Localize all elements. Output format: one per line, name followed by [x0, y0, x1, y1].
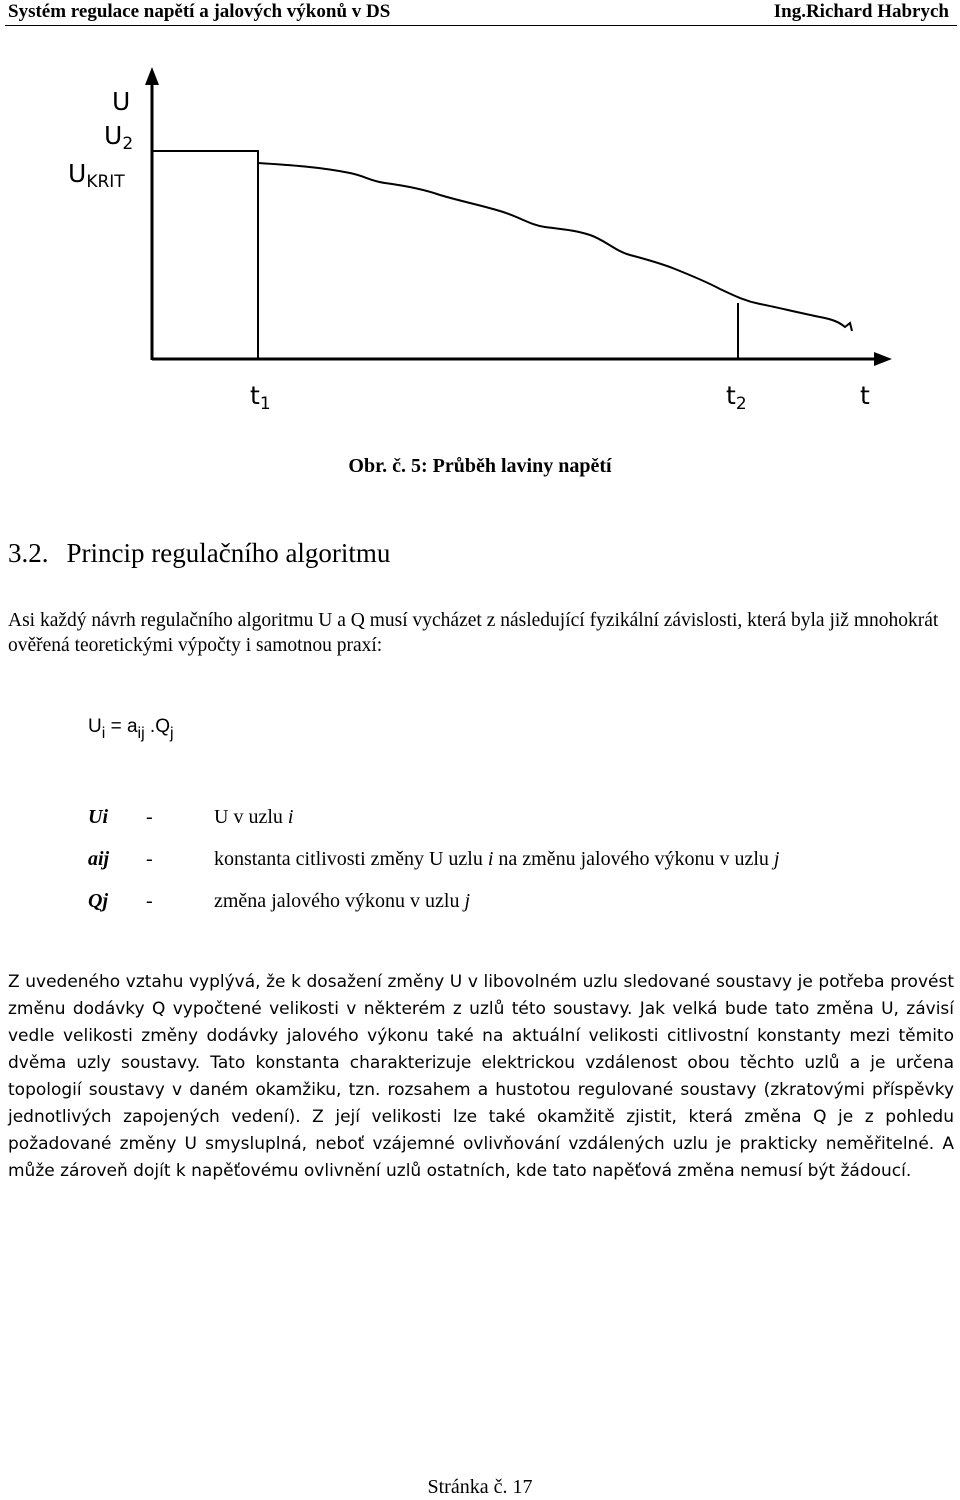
intro-paragraph [8, 608, 954, 658]
author-name: Ing.Richard Habrych [773, 1, 949, 22]
x-axis-arrow [874, 352, 892, 366]
definition-text: konstanta citlivosti změny U uzlu i na změnu jalového výkonu v uzlu j [214, 848, 780, 870]
definition-symbol: Ui [88, 806, 108, 828]
sensitivity-formula: $U_i = a_{ij}$ $.Q_j$ [88, 716, 174, 742]
u2-label: $U_2$ [104, 121, 134, 154]
t2-label: $t_2$ [726, 381, 747, 414]
page-number: Stránka č. 17 [427, 1476, 533, 1498]
intro-text: Asi každý návrh regulačního algoritmu U a Q musí vycházet z následující fyzikální závislosti, která byla již mnohokrát ověřená teoretickými výpočty i samotnou praxí: [8, 610, 939, 656]
y-axis-arrow [145, 67, 159, 85]
section-number: 3.2. [8, 538, 49, 568]
voltage-graph [0, 55, 960, 425]
section-title: Princip regulačního algoritmu [66, 538, 391, 568]
definition-text: U v uzlu i [214, 806, 294, 828]
voltage-avalanche-figure [0, 55, 960, 425]
ukrit-label: $U_{KRIT}$ [68, 159, 125, 192]
definition-symbol: aij [88, 848, 110, 870]
definition-symbol: Qj [88, 890, 108, 912]
figure-caption: Obr. č. 5: Průběh laviny napětí [348, 455, 612, 477]
page-header [0, 0, 960, 28]
definitions-list [88, 806, 948, 932]
definition-dash: - [146, 806, 153, 828]
t-axis-label: t [860, 381, 870, 410]
definition-row [88, 848, 948, 890]
body-paragraph [8, 969, 954, 1185]
section-heading [8, 538, 390, 569]
t1-label: $t_1$ [250, 381, 271, 414]
header-divider [5, 25, 957, 26]
definition-row [88, 890, 948, 932]
definition-dash: - [146, 890, 153, 912]
body-text: Z uvedeného vztahu vyplývá, že k dosažení změny U v libovolném uzlu sledované soustavy je potřeba provést změnu dodávky Q vypočtené velikosti v některém z uzlů této soustavy. Jak velká bude tato změna U, závisí vedle velikosti změny dodávky jalového výkonu také na aktuální velikosti citlivostní konstanty mezi těmito dvěma uzly soustavy. Tato konstanta charakterizuje elektrickou vzdálenost obou těchto uzlů a je určena topologií soustavy v daném okamžiku, tzn. rozsahem a hustotou regulované soustavy (zkratovými příspěvky jednotlivých zapojených vedení). Z její velikosti lze také okamžitě zjistit, která změna Q je z pohledu požadované změny U smysluplná, neboť vzájemné ovlivňování vzdálených uzlu je prakticky neměřitelné. A může zároveň dojít k napěťovému ovlivnění uzlů ostatních, kde tato napěťová změna nemusí být žádoucí. [8, 972, 954, 1181]
document-title: Systém regulace napětí a jalových výkonů v DS [8, 1, 391, 22]
definition-row [88, 806, 948, 848]
u-axis-label: U [112, 87, 131, 116]
definition-dash: - [146, 848, 153, 870]
definition-text: změna jalového výkonu v uzlu j [214, 890, 471, 912]
